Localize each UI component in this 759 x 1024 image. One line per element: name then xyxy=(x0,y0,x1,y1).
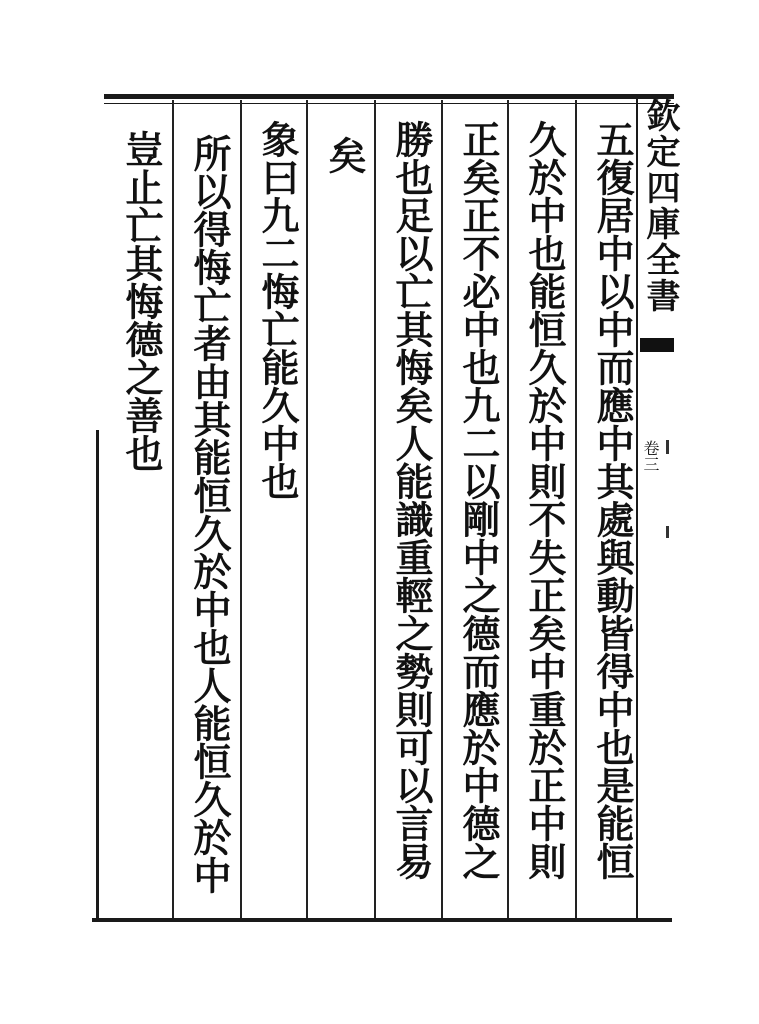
margin-fishtail-mark xyxy=(640,338,674,352)
column-divider xyxy=(240,100,242,918)
right-border-rule xyxy=(636,94,638,920)
margin-volume-label: 卷三 xyxy=(641,440,660,472)
text-column-8: 豈止亡其悔德之善也 xyxy=(119,130,164,472)
top-border-rule xyxy=(104,94,674,99)
text-column-4: 勝也足以亡其悔矣人能識重輕之勢則可以言易 xyxy=(389,120,434,880)
column-divider xyxy=(374,100,376,918)
top-border-inner-rule xyxy=(104,103,674,104)
left-border-rule xyxy=(96,430,99,920)
bottom-border-rule xyxy=(92,918,672,922)
text-column-2: 久於中也能恒久於中則不失正矣中重於正中則 xyxy=(522,120,567,880)
margin-book-title: 欽定四庫全書 xyxy=(640,98,680,314)
column-divider xyxy=(172,100,174,918)
text-column-3: 正矣正不必中也九二以剛中之德而應於中德之 xyxy=(456,120,501,880)
text-column-5: 矣 xyxy=(322,136,367,174)
text-column-6: 象曰九二悔亡能久中也 xyxy=(255,120,300,500)
column-divider xyxy=(441,100,443,918)
column-divider xyxy=(306,100,308,918)
text-column-7: 所以得悔亡者由其能恒久於中也人能恒久於中 xyxy=(187,134,232,894)
text-column-1: 五復居中以中而應中其處與動皆得中也是能恒 xyxy=(590,120,635,880)
margin-tick-mark xyxy=(666,440,669,454)
column-divider xyxy=(575,100,577,918)
column-divider xyxy=(507,100,509,918)
margin-tick-mark xyxy=(666,526,669,538)
